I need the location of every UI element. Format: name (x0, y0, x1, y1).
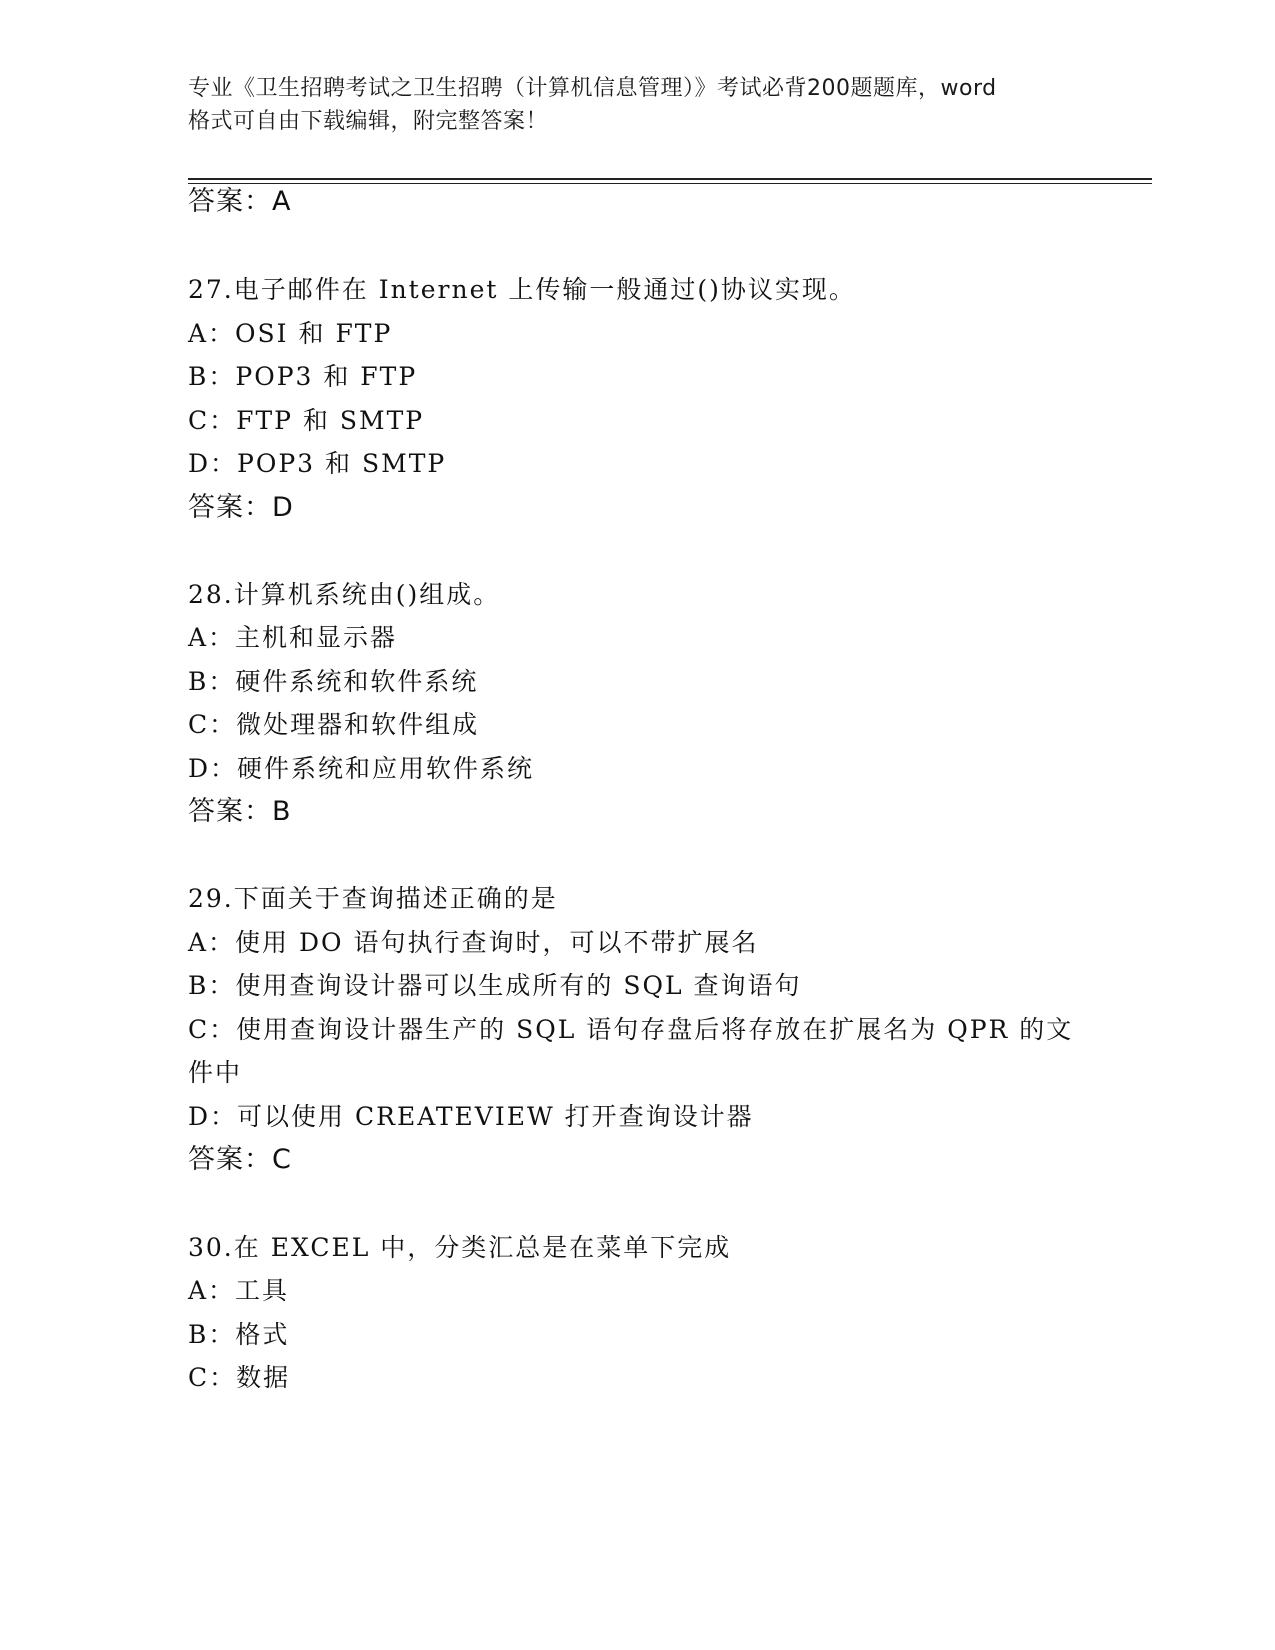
option-line: C：微处理器和软件组成 (188, 710, 480, 739)
question-stem: 29.下面关于查询描述正确的是 (188, 884, 558, 913)
option-line: B：POP3 和 FTP (188, 362, 418, 391)
option-line: B：使用查询设计器可以生成所有的 SQL 查询语句 (188, 971, 802, 1000)
answer-line: 答案：D (188, 492, 294, 523)
option-line: D：硬件系统和应用软件系统 (188, 754, 535, 783)
answer-line: 答案：C (188, 1144, 292, 1175)
option-line-continued: 件中 (188, 1058, 243, 1087)
option-line: A：OSI 和 FTP (188, 319, 393, 348)
option-line: D：可以使用 CREATEVIEW 打开查询设计器 (188, 1102, 754, 1131)
header-divider-thick (188, 178, 1152, 180)
answer-line: 答案：B (188, 796, 292, 827)
option-line: A：工具 (188, 1276, 290, 1305)
document-header (188, 72, 1088, 138)
header-divider-thin (188, 183, 1152, 184)
header-line-1: 专业《卫生招聘考试之卫生招聘（计算机信息管理）》考试必背200题题库，word (188, 76, 997, 101)
question-stem: 28.计算机系统由()组成。 (188, 580, 501, 609)
option-line: B：格式 (188, 1320, 290, 1349)
option-line: C：FTP 和 SMTP (188, 406, 425, 435)
option-line: C：数据 (188, 1363, 291, 1392)
option-line: A：使用 DO 语句执行查询时，可以不带扩展名 (188, 928, 759, 957)
option-line: A：主机和显示器 (188, 623, 398, 652)
answer-line: 答案：A (188, 186, 292, 217)
question-stem: 27.电子邮件在 Internet 上传输一般通过()协议实现。 (188, 275, 856, 304)
question-stem: 30.在 EXCEL 中，分类汇总是在菜单下完成 (188, 1233, 732, 1262)
option-line: B：硬件系统和软件系统 (188, 667, 479, 696)
option-line: D：POP3 和 SMTP (188, 449, 447, 478)
header-line-2: 格式可自由下载编辑，附完整答案！ (188, 109, 549, 134)
option-line: C：使用查询设计器生产的 SQL 语句存盘后将存放在扩展名为 QPR 的文 (188, 1015, 1074, 1044)
